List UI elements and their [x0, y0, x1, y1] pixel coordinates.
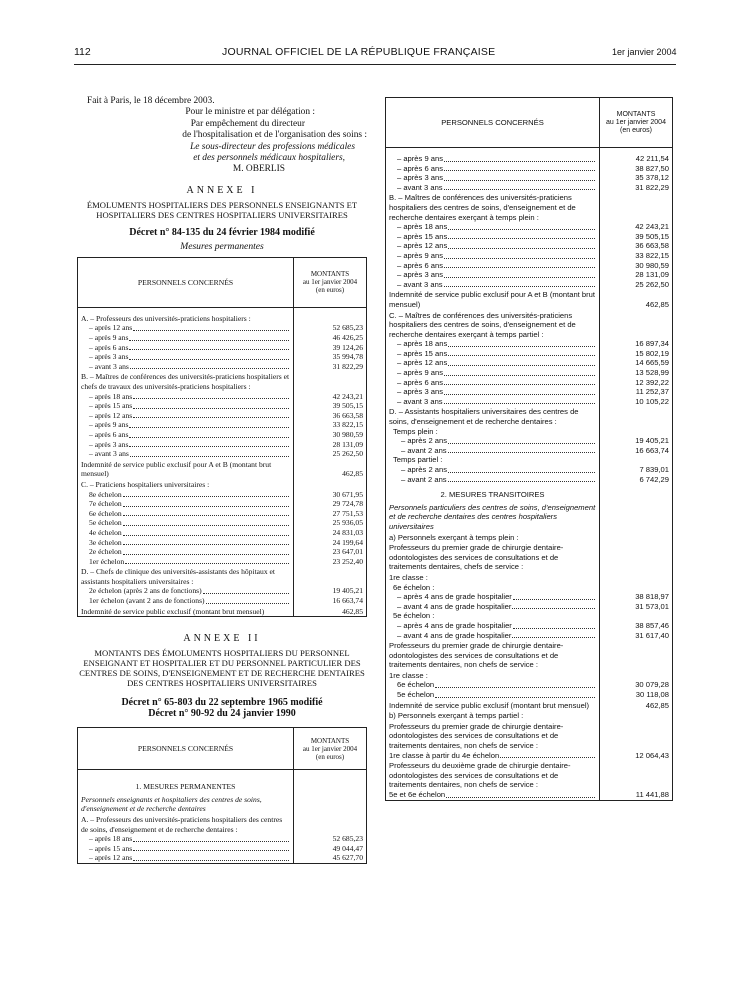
table-row [386, 378, 673, 388]
table-row [386, 310, 673, 340]
row-label: – après 3 ans [386, 387, 600, 397]
row-amount: 19 405,21 [600, 436, 673, 446]
row-label: Temps partiel : [386, 455, 600, 465]
row-amount [600, 406, 673, 426]
row-amount: 19 405,21 [294, 586, 367, 596]
row-amount: 31 573,01 [600, 602, 673, 612]
row-amount: 33 822,15 [600, 251, 673, 261]
row-label: Personnels particuliers des centres de soins, d'enseignement et de recherche dentaires des centres hospitaliers universitaires [386, 503, 600, 532]
column-header-personnels: PERSONNELS CONCERNÉS [78, 728, 294, 770]
row-label: – après 18 ans [386, 222, 600, 232]
row-amount: 52 685,23 [294, 834, 367, 844]
row-label: Indemnité de service public exclusif pour A et B (montant brut mensuel) [386, 289, 600, 309]
row-amount [600, 455, 673, 465]
row-label: – après 3 ans [386, 173, 600, 183]
annex-title: MONTANTS DES ÉMOLUMENTS HOSPITALIERS DU PERSONNEL ENSEIGNANT ET HOSPITALIER ET DU PERSONNEL PARTICULIER DES CENTRES DE SOINS, D'ENSEIGNEMENT ET DE RECHERCHE DENTAIRES DES CENTRES HOSPITALIERS UNIVERSITAIRES [79, 648, 365, 689]
left-column [77, 96, 367, 864]
table-row [78, 509, 367, 519]
row-label: – après 3 ans [78, 440, 294, 450]
page-number: 112 [74, 46, 91, 58]
table-row [386, 173, 673, 183]
table-row [386, 465, 673, 475]
table-row [386, 289, 673, 309]
row-amount: 25 262,50 [600, 280, 673, 290]
table-row [386, 670, 673, 681]
row-label: Professeurs du premier grade de chirurgie dentaire-odontologistes des services de consultations et de traitements dentaires, non chefs de service : [386, 721, 600, 751]
table-row [386, 680, 673, 690]
row-amount: 29 724,78 [294, 499, 367, 509]
row-amount: 7 839,01 [600, 465, 673, 475]
table-row [78, 776, 367, 795]
row-amount: 46 426,25 [294, 333, 367, 343]
row-amount: 462,85 [600, 289, 673, 309]
row-label: a) Personnels exerçant à temps plein : [386, 532, 600, 543]
column-header-personnels: PERSONNELS CONCERNÉS [386, 98, 600, 148]
column-header-montants: MONTANTS au 1er janvier 2004 (en euros) [294, 728, 367, 770]
row-amount: 28 131,09 [294, 440, 367, 450]
table-row [78, 479, 367, 490]
table-row [78, 844, 367, 854]
annex-title: ÉMOLUMENTS HOSPITALIERS DES PERSONNELS ENSEIGNANTS ET HOSPITALIERS DES CENTRES HOSPITALIERS UNIVERSITAIRES [86, 199, 358, 220]
row-label: B. – Maîtres de conférences des universités-praticiens hospitaliers des centres de soins, d'enseignement et de recherche dentaires exerçant à temps plein : [386, 192, 600, 222]
table-row [386, 251, 673, 261]
row-label: 6e échelon [386, 680, 600, 690]
row-amount [294, 776, 367, 795]
row-amount: 16 897,34 [600, 339, 673, 349]
row-amount: 24 831,03 [294, 528, 367, 538]
row-label: – après 4 ans de grade hospitalier [386, 621, 600, 631]
column-header-montants: MONTANTS au 1er janvier 2004 (en euros) [600, 98, 673, 148]
table-row [78, 499, 367, 509]
row-label: C. – Praticiens hospitaliers universitaires : [78, 479, 294, 490]
row-label: 2e échelon (après 2 ans de fonctions) [78, 586, 294, 596]
row-label: 1er échelon [78, 557, 294, 567]
table-row [78, 606, 367, 617]
row-amount [294, 371, 367, 391]
row-label: – après 15 ans [386, 349, 600, 359]
row-label: – après 15 ans [78, 844, 294, 854]
table-row [386, 232, 673, 242]
row-label: – après 9 ans [386, 251, 600, 261]
row-label: – avant 4 ans de grade hospitalier [386, 631, 600, 641]
row-label: – après 6 ans [386, 261, 600, 271]
row-label: – après 9 ans [386, 368, 600, 378]
table-row [386, 583, 673, 593]
row-label: 5e échelon [78, 518, 294, 528]
row-label: – avant 2 ans [386, 475, 600, 485]
row-amount: 42 243,21 [600, 222, 673, 232]
row-label: 6e échelon : [386, 583, 600, 593]
signature-date: Fait à Paris, le 18 décembre 2003. [87, 96, 215, 106]
signature-line: Par empêchement du directeur [190, 118, 305, 129]
row-amount: 42 211,54 [600, 154, 673, 164]
table-row [386, 455, 673, 465]
row-label: 4e échelon [78, 528, 294, 538]
row-label: – après 9 ans [78, 420, 294, 430]
row-amount: 49 044,47 [294, 844, 367, 854]
signature-line: et des personnels médicaux hospitaliers, [193, 153, 345, 164]
table-row [386, 358, 673, 368]
row-label: – après 4 ans de grade hospitalier [386, 592, 600, 602]
row-amount: 30 980,59 [600, 261, 673, 271]
right-column [385, 97, 673, 801]
table-row [78, 333, 367, 343]
row-label: D. – Chefs de clinique des universités-assistants des hôpitaux et assistants hospitaliers universitaires : [78, 566, 294, 586]
table-row [386, 602, 673, 612]
table-row [78, 420, 367, 430]
table-row [386, 690, 673, 700]
row-amount: 462,85 [600, 700, 673, 711]
row-amount [600, 760, 673, 790]
table-row [78, 557, 367, 567]
table-row [386, 241, 673, 251]
decree-reference: Décret n° 65-803 du 22 septembre 1965 modifié Décret n° 90-92 du 24 janvier 1990 [121, 697, 323, 720]
row-label: 5e échelon [386, 690, 600, 700]
signatory-name: M. OBERLIS [232, 164, 285, 175]
row-label: D. – Assistants hospitaliers universitaires des centres de soins, d'enseignement et de recherche dentaires : [386, 406, 600, 426]
row-amount [600, 710, 673, 721]
annex-label: ANNEXE II [183, 633, 261, 645]
table-row [78, 392, 367, 402]
table-row [78, 430, 367, 440]
row-label: – après 9 ans [386, 154, 600, 164]
table-row [386, 484, 673, 503]
row-label: Indemnité de service public exclusif (montant brut mensuel) [78, 606, 294, 617]
row-amount: 31 617,40 [600, 631, 673, 641]
row-amount [294, 795, 367, 814]
table-row [78, 596, 367, 606]
row-label: Indemnité de service public exclusif pour A et B (montant brut mensuel) [78, 459, 294, 479]
row-label: 1re classe : [386, 572, 600, 583]
row-label: A. – Professeurs des universités-praticiens hospitaliers des centres de soins, d'enseignement et de recherche dentaires : [78, 814, 294, 834]
row-amount: 27 751,53 [294, 509, 367, 519]
signature-line: Le sous-directeur des professions médicales [190, 141, 355, 152]
row-label: 6e échelon [78, 509, 294, 519]
row-amount: 23 252,40 [294, 557, 367, 567]
row-amount: 35 378,12 [600, 173, 673, 183]
row-amount [600, 572, 673, 583]
table-row [386, 572, 673, 583]
table-row [78, 323, 367, 333]
table-row [386, 192, 673, 222]
row-amount: 25 936,05 [294, 518, 367, 528]
row-label: – après 2 ans [386, 465, 600, 475]
table-row [386, 503, 673, 532]
row-amount [600, 484, 673, 503]
table-row [386, 475, 673, 485]
signature-line: de l'hospitalisation et de l'organisation des soins : [182, 130, 367, 141]
page-header [0, 38, 748, 58]
row-label: 1. MESURES PERMANENTES [78, 776, 294, 795]
row-amount [294, 314, 367, 324]
row-label: – après 6 ans [386, 164, 600, 174]
table-row [386, 592, 673, 602]
column-header-montants: MONTANTS au 1er janvier 2004 (en euros) [294, 257, 367, 307]
table-row [386, 542, 673, 572]
table-row [386, 631, 673, 641]
row-label: – avant 3 ans [386, 183, 600, 193]
table-row [386, 710, 673, 721]
table-row [386, 222, 673, 232]
row-amount: 39 505,15 [294, 401, 367, 411]
row-label: 5e et 6e échelon [386, 790, 600, 800]
row-label: – après 12 ans [78, 323, 294, 333]
row-amount: 14 665,59 [600, 358, 673, 368]
row-label: A. – Professeurs des universités-praticiens hospitaliers : [78, 314, 294, 324]
row-amount: 13 528,99 [600, 368, 673, 378]
table-row [386, 154, 673, 164]
annex-label: ANNEXE I [186, 184, 258, 196]
row-label: – après 6 ans [386, 378, 600, 388]
table-row [78, 853, 367, 863]
table-row [386, 280, 673, 290]
table-row [78, 518, 367, 528]
table-row [78, 449, 367, 459]
table-row [386, 368, 673, 378]
row-label: – avant 3 ans [78, 362, 294, 372]
row-label: Temps plein : [386, 427, 600, 437]
table-row [78, 440, 367, 450]
emoluments-table-1 [77, 257, 367, 617]
row-amount: 30 118,08 [600, 690, 673, 700]
row-label: – après 6 ans [78, 343, 294, 353]
row-amount [600, 721, 673, 751]
row-amount: 30 980,59 [294, 430, 367, 440]
row-label: 2. MESURES TRANSITOIRES [386, 484, 600, 503]
table-row [386, 621, 673, 631]
row-label: – avant 4 ans de grade hospitalier [386, 602, 600, 612]
row-amount: 12 392,22 [600, 378, 673, 388]
row-amount: 38 818,97 [600, 592, 673, 602]
table-row [386, 397, 673, 407]
row-label: – avant 3 ans [386, 280, 600, 290]
row-amount: 11 441,88 [600, 790, 673, 800]
row-amount: 25 262,50 [294, 449, 367, 459]
row-amount [600, 640, 673, 670]
table-row [78, 528, 367, 538]
row-amount [600, 583, 673, 593]
table-row [386, 270, 673, 280]
row-label: B. – Maîtres de conférences des universités-praticiens hospitaliers et chefs de travaux des universités-praticiens hospitaliers : [78, 371, 294, 391]
table-row [386, 751, 673, 761]
table-row [386, 611, 673, 621]
row-amount: 12 064,43 [600, 751, 673, 761]
row-label: – après 12 ans [386, 358, 600, 368]
row-amount [600, 427, 673, 437]
table-row [386, 640, 673, 670]
row-label: 3e échelon [78, 538, 294, 548]
journal-title: JOURNAL OFFICIEL DE LA RÉPUBLIQUE FRANÇAISE [222, 46, 496, 58]
table-row [78, 538, 367, 548]
row-label: – après 15 ans [386, 232, 600, 242]
table-row [78, 352, 367, 362]
row-amount: 31 822,29 [600, 183, 673, 193]
row-amount: 39 505,15 [600, 232, 673, 242]
row-amount: 24 199,64 [294, 538, 367, 548]
table-row [78, 371, 367, 391]
row-label: – après 12 ans [78, 853, 294, 863]
header-rule [74, 64, 676, 65]
row-amount: 11 252,37 [600, 387, 673, 397]
row-label: – après 3 ans [386, 270, 600, 280]
table-row [386, 406, 673, 426]
table-row [386, 532, 673, 543]
table-row [386, 427, 673, 437]
row-label: Professeurs du deuxième grade de chirurgie dentaire-odontologistes des services de consultations et de traitements dentaires, non chefs de service : [386, 760, 600, 790]
row-label: C. – Maîtres de conférences des universités-praticiens hospitaliers des centres de soins, d'enseignement et de recherche dentaires exerçant à temps partiel : [386, 310, 600, 340]
row-amount: 52 685,23 [294, 323, 367, 333]
row-label: 7e échelon [78, 499, 294, 509]
row-label: – après 18 ans [78, 392, 294, 402]
row-label: Indemnité de service public exclusif (montant brut mensuel) [386, 700, 600, 711]
row-amount [600, 310, 673, 340]
row-label: Professeurs du premier grade de chirurgie dentaire-odontologistes des services de consultations et de traitements dentaires, chefs de service : [386, 542, 600, 572]
row-amount: 462,85 [294, 459, 367, 479]
row-amount: 38 827,50 [600, 164, 673, 174]
row-amount [294, 814, 367, 834]
row-label: Professeurs du premier grade de chirurgie dentaire-odontologistes des services de consultations et de traitements dentaires, non chefs de service : [386, 640, 600, 670]
row-label: – après 18 ans [78, 834, 294, 844]
row-label: – avant 2 ans [386, 446, 600, 456]
table-row [386, 387, 673, 397]
row-amount [600, 542, 673, 572]
row-amount: 33 822,15 [294, 420, 367, 430]
column-header-personnels: PERSONNELS CONCERNÉS [78, 257, 294, 307]
row-label: – après 18 ans [386, 339, 600, 349]
row-amount [294, 479, 367, 490]
row-label: – après 15 ans [78, 401, 294, 411]
table-row [78, 459, 367, 479]
table-row [78, 586, 367, 596]
table-row [386, 261, 673, 271]
table-row [78, 547, 367, 557]
row-amount [600, 532, 673, 543]
table-row [386, 339, 673, 349]
row-label: – après 3 ans [78, 352, 294, 362]
row-amount: 16 663,74 [600, 446, 673, 456]
row-label: 5e échelon : [386, 611, 600, 621]
table-row [386, 760, 673, 790]
table-row [78, 314, 367, 324]
row-amount: 36 663,58 [294, 411, 367, 421]
row-amount [600, 503, 673, 532]
row-amount: 28 131,09 [600, 270, 673, 280]
table-row [386, 349, 673, 359]
row-label: – après 2 ans [386, 436, 600, 446]
row-label: b) Personnels exerçant à temps partiel : [386, 710, 600, 721]
row-amount: 45 627,70 [294, 853, 367, 863]
row-label: 1er échelon (avant 2 ans de fonctions) [78, 596, 294, 606]
row-amount [600, 611, 673, 621]
row-amount: 6 742,29 [600, 475, 673, 485]
table-row [386, 183, 673, 193]
table-row [78, 411, 367, 421]
row-amount: 15 802,19 [600, 349, 673, 359]
row-label: Personnels enseignants et hospitaliers des centres de soins, d'enseignement et de recherche dentaires [78, 795, 294, 814]
row-amount: 16 663,74 [294, 596, 367, 606]
decree-reference: Décret n° 84-135 du 24 février 1984 modifié [129, 226, 315, 238]
row-amount: 30 671,95 [294, 490, 367, 500]
row-amount: 30 079,28 [600, 680, 673, 690]
row-label: 1re classe à partir du 4e échelon [386, 751, 600, 761]
row-amount [600, 192, 673, 222]
table-row [386, 721, 673, 751]
row-label: 1re classe : [386, 670, 600, 681]
row-label: – après 12 ans [78, 411, 294, 421]
row-label: 8e échelon [78, 490, 294, 500]
table-row [78, 401, 367, 411]
row-amount: 36 663,58 [600, 241, 673, 251]
table-row [78, 490, 367, 500]
table-row [386, 700, 673, 711]
row-label: – après 9 ans [78, 333, 294, 343]
table-row [386, 790, 673, 800]
table-row [78, 814, 367, 834]
issue-date: 1er janvier 2004 [612, 47, 677, 57]
table-row [78, 795, 367, 814]
row-label: – après 6 ans [78, 430, 294, 440]
row-label: – avant 3 ans [386, 397, 600, 407]
row-amount: 39 124,26 [294, 343, 367, 353]
row-label: 2e échelon [78, 547, 294, 557]
emoluments-table-2 [77, 727, 367, 864]
row-amount: 42 243,21 [294, 392, 367, 402]
row-amount: 35 994,78 [294, 352, 367, 362]
table-row [78, 362, 367, 372]
table-row [386, 446, 673, 456]
row-amount: 23 647,01 [294, 547, 367, 557]
row-amount: 31 822,29 [294, 362, 367, 372]
row-label: – après 12 ans [386, 241, 600, 251]
emoluments-table-2-continued [385, 97, 673, 801]
table-row [386, 164, 673, 174]
row-amount [294, 566, 367, 586]
row-amount: 462,85 [294, 606, 367, 617]
table-row [386, 436, 673, 446]
signature-line: Pour le ministre et par délégation : [185, 107, 315, 118]
table-row [78, 343, 367, 353]
row-label: – avant 3 ans [78, 449, 294, 459]
row-amount [600, 670, 673, 681]
row-amount: 38 857,46 [600, 621, 673, 631]
table-row [78, 566, 367, 586]
section-subtitle: Mesures permanentes [180, 240, 264, 252]
signature-block [77, 96, 367, 176]
table-row [78, 834, 367, 844]
row-amount: 10 105,22 [600, 397, 673, 407]
